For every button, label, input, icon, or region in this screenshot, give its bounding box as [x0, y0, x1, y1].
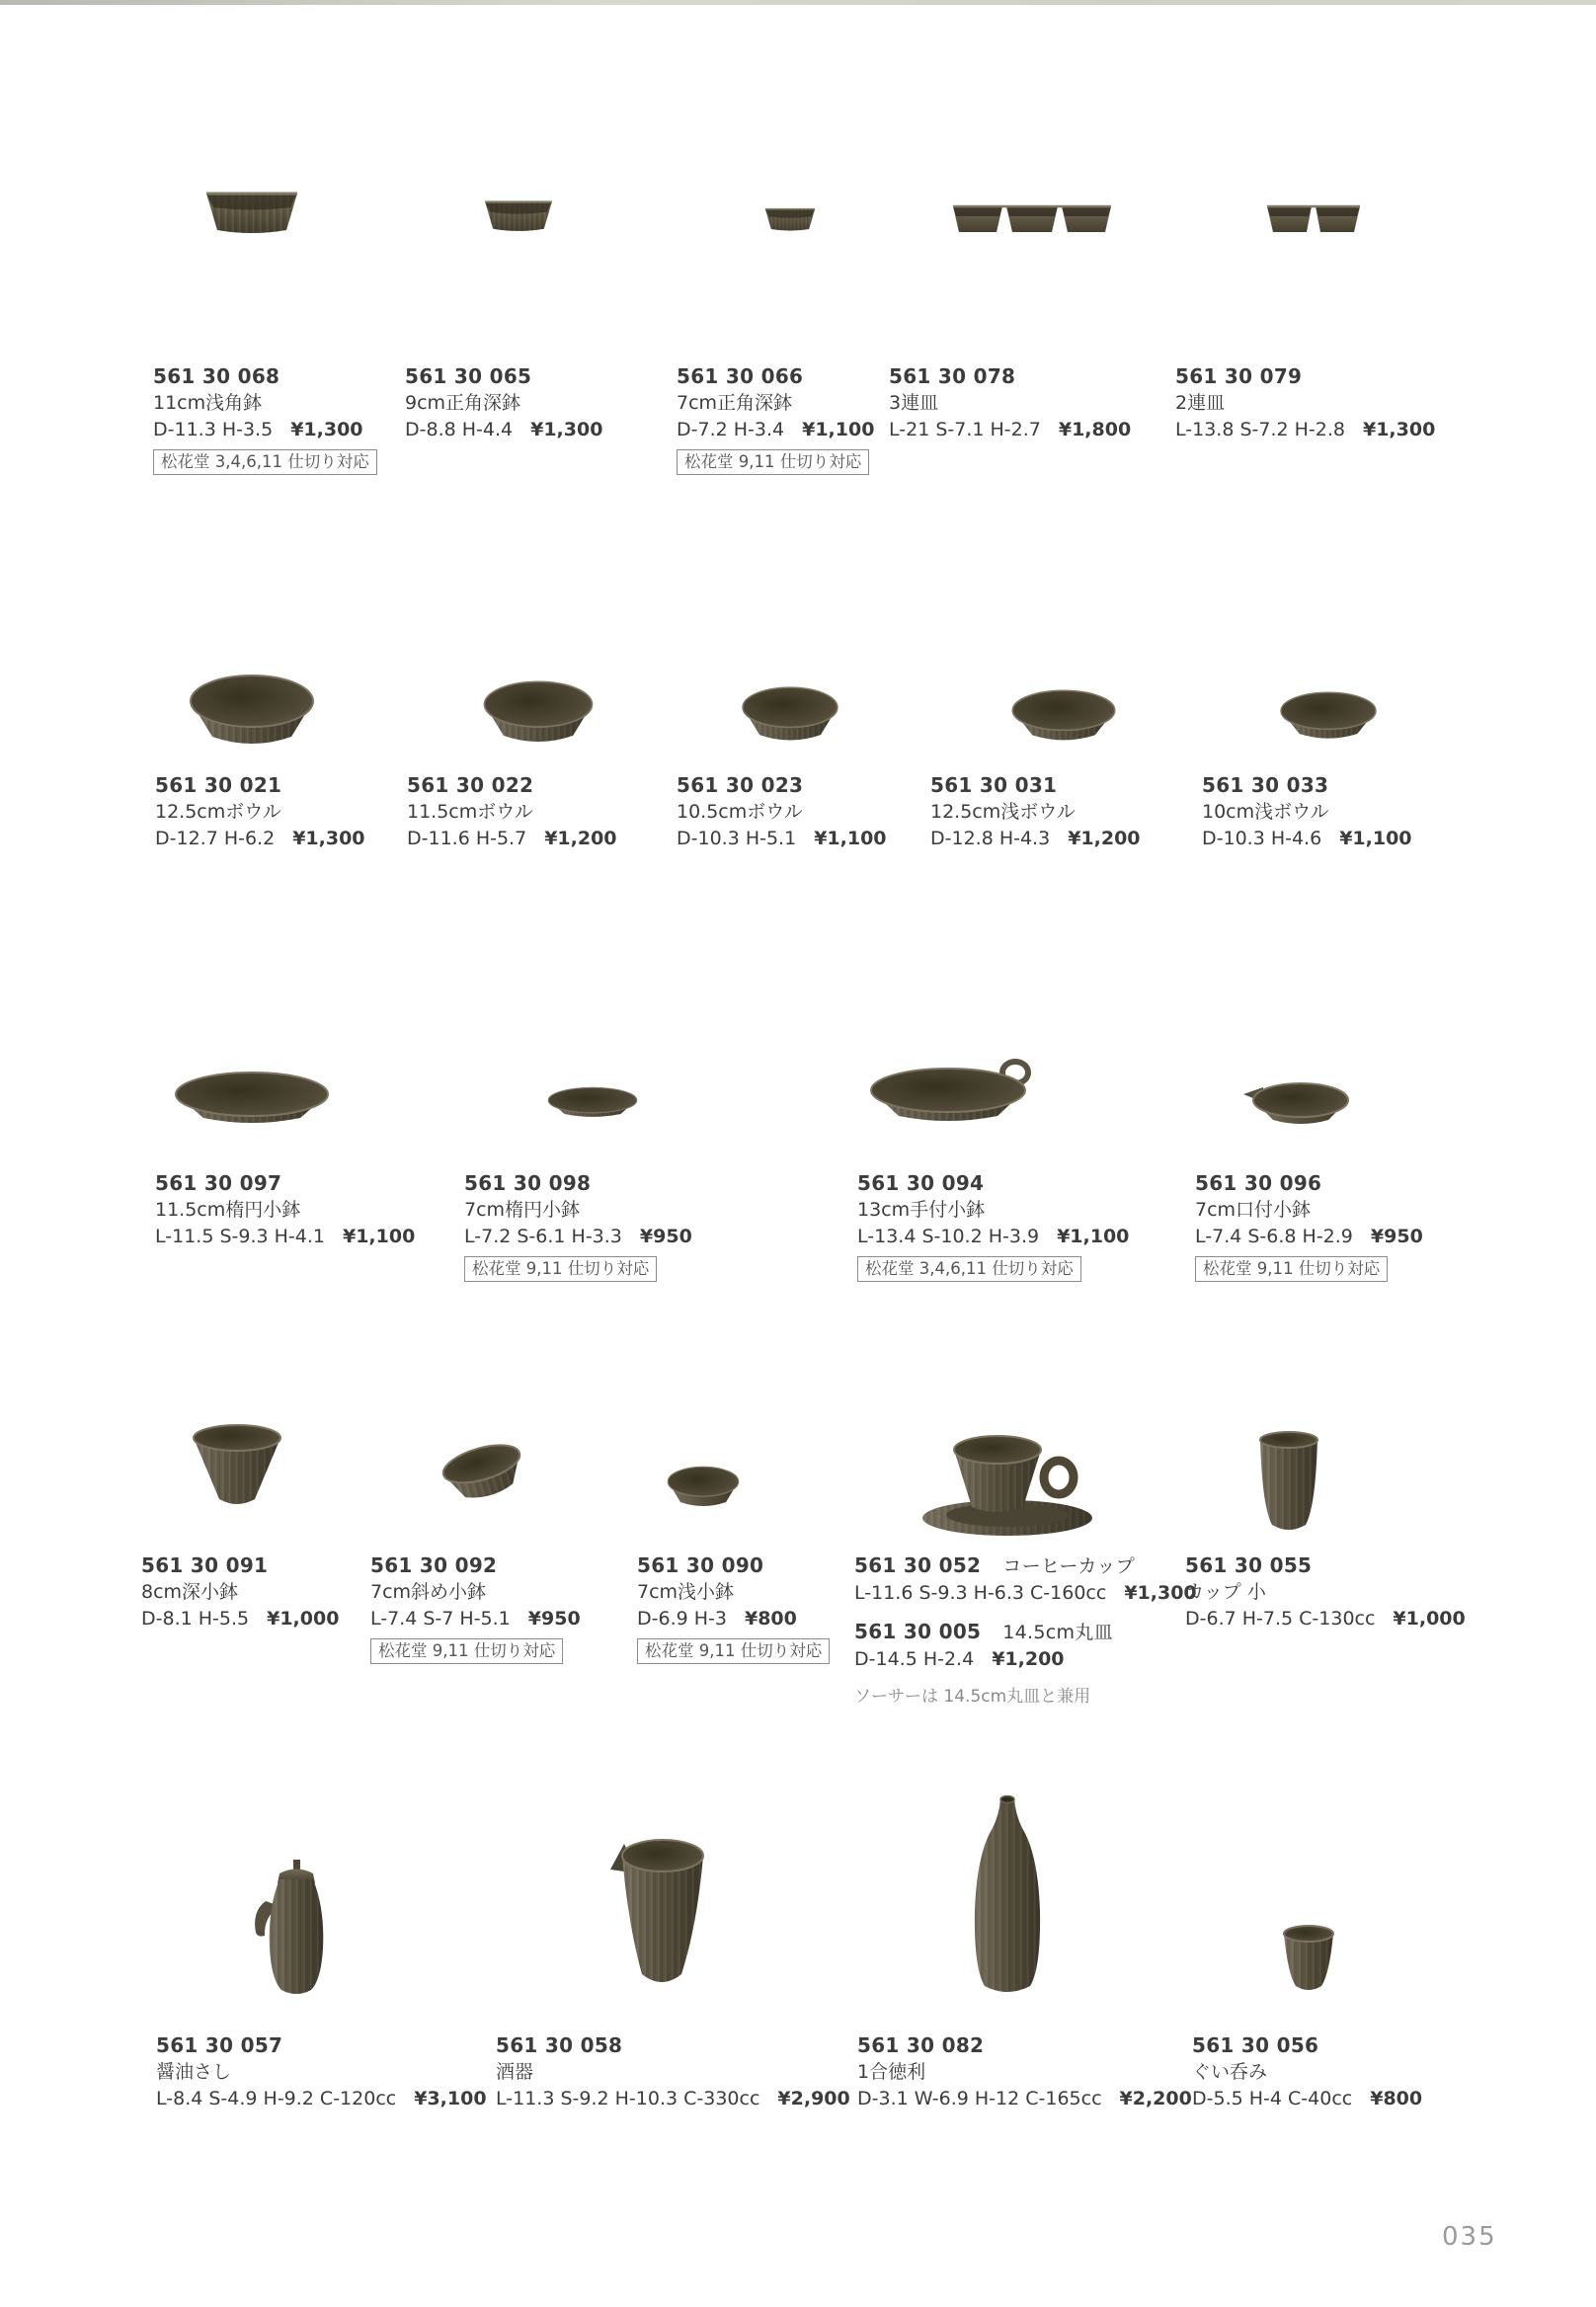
product-code: 561 30 096 — [1195, 1171, 1322, 1195]
product-name: 2連皿 — [1175, 392, 1226, 414]
product-dimensions — [677, 417, 874, 443]
photo-7cm-square-bowl — [761, 197, 819, 240]
product-card-561-30-090 — [637, 1552, 830, 1664]
product-price: ¥1,300 — [1124, 1582, 1197, 1604]
product-code: 561 30 058 — [496, 2033, 623, 2057]
product-price: ¥1,200 — [544, 828, 617, 849]
product-card-561-30-023 — [677, 772, 887, 852]
product-card-561-30-066 — [677, 363, 874, 475]
product-card-561-30-065 — [405, 363, 602, 443]
product-price: ¥1,100 — [1057, 1226, 1130, 1247]
photo-7cm-slanted-bowl — [438, 1434, 530, 1511]
dimension-values: L-11.5 S-9.3 H-4.1 — [155, 1226, 325, 1247]
dimension-values: D-8.8 H-4.4 — [405, 419, 514, 440]
dimension-values: L-8.4 S-4.9 H-9.2 C-120cc — [156, 2088, 397, 2109]
product-price: ¥1,100 — [1339, 828, 1412, 849]
product-code: 561 30 055 — [1185, 1553, 1313, 1577]
photo-7cm-shallow-bowl — [666, 1464, 741, 1511]
product-card-561-30-094 — [857, 1170, 1129, 1282]
product-code: 561 30 098 — [464, 1171, 592, 1195]
product-price: ¥1,000 — [1393, 1608, 1466, 1630]
product-name: 11.5cmボウル — [407, 801, 533, 823]
photo-13cm-handled-bowl — [865, 1053, 1041, 1128]
product-card-561-30-021 — [155, 772, 365, 852]
product-dimensions — [405, 417, 602, 443]
photo-9cm-square-bowl — [480, 189, 557, 240]
page-top-edge — [0, 0, 1596, 5]
product-code: 561 30 090 — [637, 1553, 764, 1577]
product-name: 8cm深小鉢 — [141, 1581, 239, 1603]
product-name: 7cm斜め小鉢 — [370, 1581, 487, 1603]
product-dimensions — [1185, 1606, 1466, 1632]
product-dimensions — [637, 1606, 830, 1632]
product-code: 561 30 056 — [1192, 2033, 1319, 2057]
product-dimensions — [930, 826, 1141, 852]
product-card-561-30-082 — [857, 2032, 1192, 2112]
product-card-561-30-092 — [370, 1552, 581, 1664]
page-number: 035 — [1442, 2222, 1497, 2252]
product-name: 9cm正角深鉢 — [405, 392, 521, 414]
dimension-values: D-11.6 H-5.7 — [407, 828, 527, 849]
photo-10-5cm-bowl — [740, 683, 840, 747]
product-code: 561 30 078 — [889, 364, 1016, 388]
photo-3-section-plate — [949, 199, 1115, 238]
code-value: 561 30 052 — [854, 1553, 982, 1577]
dimension-values: D-12.8 H-4.3 — [930, 828, 1051, 849]
product-price: ¥1,200 — [1068, 828, 1141, 849]
dimension-values: D-6.7 H-7.5 C-130cc — [1185, 1608, 1376, 1630]
product-code: 561 30 097 — [155, 1171, 282, 1195]
product-name: 酒器 — [496, 2061, 534, 2083]
photo-7cm-oval-bowl — [546, 1080, 639, 1126]
compatibility-note: 松花堂 9,11 仕切り対応 — [1195, 1256, 1388, 1282]
product-card-561-30-068 — [153, 363, 377, 475]
product-card-561-30-078 — [889, 363, 1131, 443]
product-dimensions — [407, 826, 617, 852]
product-code — [854, 1552, 1197, 1580]
dimension-values: D-14.5 H-2.4 — [854, 1648, 975, 1670]
product-name: 7cm正角深鉢 — [677, 392, 793, 414]
product-code: 561 30 082 — [857, 2033, 985, 2057]
product-dimensions — [155, 826, 365, 852]
photo-guinomi-cup — [1280, 1923, 1337, 2000]
photo-small-cup — [1256, 1430, 1321, 1537]
product-code: 561 30 079 — [1175, 364, 1303, 388]
product-price: ¥1,100 — [814, 828, 887, 849]
photo-12-5cm-shallow-bowl — [1002, 687, 1125, 747]
product-dimensions — [889, 417, 1131, 443]
product-price: ¥1,300 — [290, 419, 363, 440]
dimension-values: D-3.1 W-6.9 H-12 C-165cc — [857, 2088, 1102, 2109]
product-code: 561 30 068 — [153, 364, 280, 388]
product-name: カップ 小 — [1185, 1581, 1266, 1603]
product-dimensions — [1192, 2086, 1422, 2112]
product-card-561-30-096 — [1195, 1170, 1423, 1282]
product-name: 醤油さし — [156, 2061, 232, 2083]
compatibility-note: 松花堂 3,4,6,11 仕切り対応 — [153, 449, 377, 475]
product-code: 561 30 031 — [930, 773, 1058, 797]
product-card-561-30-055 — [1185, 1552, 1466, 1632]
product-name: 10.5cmボウル — [677, 801, 803, 823]
product-name: ぐい呑み — [1192, 2061, 1268, 2083]
product-dimensions — [854, 1646, 1197, 1673]
photo-tokkuri-bottle — [967, 1792, 1048, 2000]
code-value: 561 30 005 — [854, 1620, 982, 1643]
product-name: 14.5cm丸皿 — [1002, 1622, 1113, 1643]
product-price: ¥950 — [1370, 1226, 1423, 1247]
product-price: ¥800 — [744, 1608, 797, 1630]
product-card-561-30-057 — [156, 2032, 487, 2112]
saucer-shared-note: ソーサーは 14.5cm丸皿と兼用 — [854, 1687, 1091, 1707]
photo-2-section-plate — [1264, 199, 1363, 238]
product-dimensions — [854, 1580, 1197, 1607]
product-price: ¥1,300 — [292, 828, 365, 849]
compatibility-note: 松花堂 9,11 仕切り対応 — [637, 1638, 830, 1664]
product-name: 11.5cm楕円小鉢 — [155, 1199, 301, 1221]
product-code: 561 30 023 — [677, 773, 804, 797]
compatibility-note: 松花堂 3,4,6,11 仕切り対応 — [857, 1256, 1081, 1282]
product-price: ¥2,900 — [777, 2088, 850, 2109]
product-name: 7cm口付小鉢 — [1195, 1199, 1312, 1221]
product-name: 3連皿 — [889, 392, 939, 414]
product-name: 12.5cmボウル — [155, 801, 281, 823]
product-name: 12.5cm浅ボウル — [930, 801, 1076, 823]
dimension-values: D-12.7 H-6.2 — [155, 828, 276, 849]
product-code: 561 30 065 — [405, 364, 532, 388]
product-dimensions — [156, 2086, 487, 2112]
product-card-561-30-079 — [1175, 363, 1435, 443]
dimension-values: L-11.3 S-9.2 H-10.3 C-330cc — [496, 2088, 760, 2109]
product-card-561-30-098 — [464, 1170, 692, 1282]
product-card-561-30-033 — [1202, 772, 1412, 852]
dimension-values: D-10.3 H-4.6 — [1202, 828, 1322, 849]
product-card-561-30-097 — [155, 1170, 415, 1250]
photo-sake-pitcher — [604, 1826, 715, 2000]
photo-10cm-shallow-bowl — [1278, 689, 1379, 745]
product-card-561-30-058 — [496, 2032, 850, 2112]
product-name: コーヒーカップ — [1002, 1555, 1136, 1577]
product-dimensions — [1175, 417, 1435, 443]
product-dimensions — [857, 2086, 1192, 2112]
product-code: 561 30 091 — [141, 1553, 269, 1577]
product-price: ¥1,200 — [992, 1648, 1065, 1670]
compatibility-note: 松花堂 9,11 仕切り対応 — [677, 449, 869, 475]
product-dimensions — [370, 1606, 581, 1632]
photo-8cm-deep-bowl — [190, 1422, 284, 1513]
product-name: 7cm浅小鉢 — [637, 1581, 735, 1603]
product-card-561-30-091 — [141, 1552, 339, 1632]
product-price: ¥1,100 — [802, 419, 875, 440]
product-code — [854, 1619, 1197, 1646]
dimension-values: D-11.3 H-3.5 — [153, 419, 274, 440]
photo-7cm-spouted-bowl — [1241, 1076, 1350, 1126]
product-card-561-30-022 — [407, 772, 617, 852]
product-price: ¥1,300 — [1362, 419, 1436, 440]
product-card-561-30-052-and-005 — [854, 1552, 1197, 1708]
dimension-values: L-7.2 S-6.1 H-3.3 — [464, 1226, 622, 1247]
photo-11-5cm-bowl — [481, 677, 596, 749]
product-name: 7cm楕円小鉢 — [464, 1199, 581, 1221]
dimension-values: L-7.4 S-7 H-5.1 — [370, 1608, 511, 1630]
product-price: ¥950 — [639, 1226, 692, 1247]
product-price: ¥2,200 — [1119, 2088, 1192, 2109]
dimension-values: L-13.8 S-7.2 H-2.8 — [1175, 419, 1345, 440]
dimension-values: D-7.2 H-3.4 — [677, 419, 785, 440]
photo-soy-sauce-pot — [250, 1850, 343, 2000]
product-code: 561 30 057 — [156, 2033, 283, 2057]
product-name: 11cm浅角鉢 — [153, 392, 263, 414]
product-code: 561 30 033 — [1202, 773, 1329, 797]
product-code: 561 30 092 — [370, 1553, 498, 1577]
dimension-values: L-21 S-7.1 H-2.7 — [889, 419, 1041, 440]
dimension-values: D-6.9 H-3 — [637, 1608, 727, 1630]
product-code: 561 30 021 — [155, 773, 282, 797]
product-dimensions — [141, 1606, 339, 1632]
product-card-561-30-031 — [930, 772, 1141, 852]
dimension-values: D-5.5 H-4 C-40cc — [1192, 2088, 1353, 2109]
product-price: ¥1,000 — [267, 1608, 340, 1630]
product-name: 1合徳利 — [857, 2061, 926, 2083]
photo-coffee-cup-and-saucer — [913, 1416, 1102, 1541]
product-dimensions — [153, 417, 377, 443]
product-price: ¥1,800 — [1058, 419, 1132, 440]
product-dimensions — [857, 1224, 1129, 1250]
dimension-values: L-7.4 S-6.8 H-2.9 — [1195, 1226, 1353, 1247]
product-dimensions — [1195, 1224, 1423, 1250]
photo-12-5cm-bowl — [187, 672, 317, 751]
product-card-561-30-056 — [1192, 2032, 1422, 2112]
dimension-values: D-8.1 H-5.5 — [141, 1608, 250, 1630]
photo-11cm-square-bowl — [200, 181, 304, 240]
compatibility-note: 松花堂 9,11 仕切り対応 — [370, 1638, 563, 1664]
product-dimensions — [677, 826, 887, 852]
product-dimensions — [496, 2086, 850, 2112]
photo-11-5cm-oval-bowl — [172, 1071, 332, 1128]
product-dimensions — [1202, 826, 1412, 852]
product-code: 561 30 066 — [677, 364, 804, 388]
product-dimensions — [464, 1224, 692, 1250]
product-price: ¥1,100 — [342, 1226, 416, 1247]
product-code: 561 30 094 — [857, 1171, 985, 1195]
dimension-values: D-10.3 H-5.1 — [677, 828, 797, 849]
dimension-values: L-13.4 S-10.2 H-3.9 — [857, 1226, 1040, 1247]
compatibility-note: 松花堂 9,11 仕切り対応 — [464, 1256, 657, 1282]
product-price: ¥800 — [1370, 2088, 1423, 2109]
product-price: ¥3,100 — [414, 2088, 487, 2109]
product-name: 13cm手付小鉢 — [857, 1199, 986, 1221]
product-price: ¥1,300 — [530, 419, 603, 440]
secondary-product — [854, 1619, 1197, 1673]
product-name: 10cm浅ボウル — [1202, 801, 1329, 823]
product-code: 561 30 022 — [407, 773, 534, 797]
dimension-values: L-11.6 S-9.3 H-6.3 C-160cc — [854, 1582, 1107, 1604]
product-dimensions — [155, 1224, 415, 1250]
product-price: ¥950 — [527, 1608, 581, 1630]
